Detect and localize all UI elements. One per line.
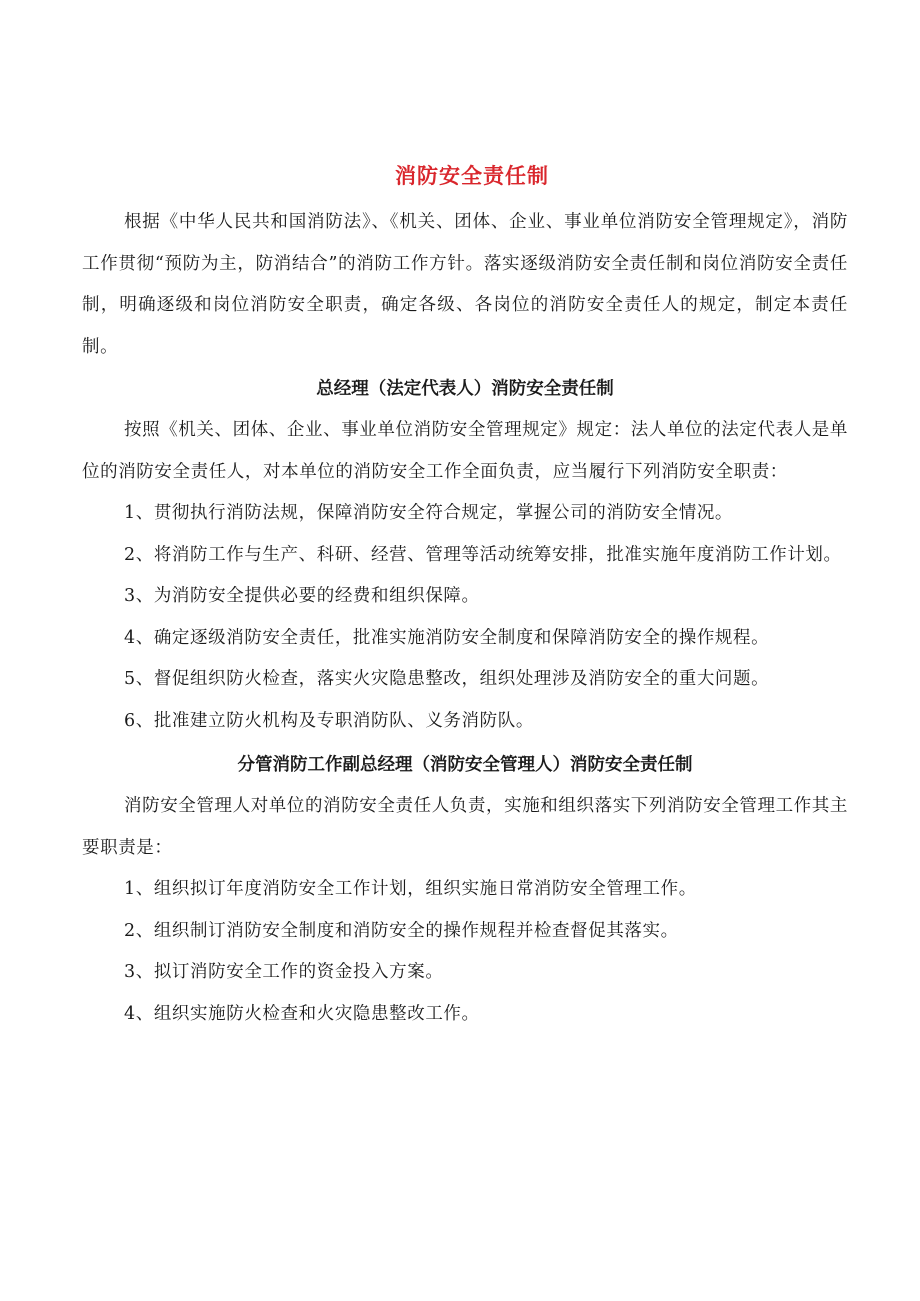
section2-item-1: 1、组织拟订年度消防安全工作计划，组织实施日常消防安全管理工作。 (124, 879, 697, 899)
section1-item-3: 3、为消防安全提供必要的经费和组织保障。 (124, 586, 480, 606)
section1-item-2: 2、将消防工作与生产、科研、经营、管理等活动统筹安排，批准实施年度消防工作计划。 (124, 544, 842, 565)
section2-heading: 分管消防工作副总经理（消防安全管理人）消防安全责任制 (237, 755, 693, 775)
section1-item-5: 5、督促组织防火检查，落实火灾隐患整改，组织处理涉及消防安全的重大问题。 (124, 669, 770, 689)
section2-intro: 消防安全管理人对单位的消防安全责任人负责，实施和组织落实下列消防安全管理工作其主要职责是： (82, 796, 848, 858)
section1-item-1: 1、贯彻执行消防法规，保障消防安全符合规定，掌握公司的消防安全情况。 (124, 503, 734, 523)
section2-item-2: 2、组织制订消防安全制度和消防安全的操作规程并检查督促其落实。 (124, 920, 679, 941)
section1-item-6: 6、批准建立防火机构及专职消防队、义务消防队。 (124, 710, 534, 731)
section2-item-3: 3、拟订消防安全工作的资金投入方案。 (124, 962, 444, 982)
section1-heading: 总经理（法定代表人）消防安全责任制 (316, 379, 614, 399)
section1-intro: 按照《机关、团体、企业、事业单位消防安全管理规定》规定：法人单位的法定代表人是单位的消防安全责任人，对本单位的消防安全工作全面负责，应当履行下列消防安全职责： (82, 420, 848, 482)
section2-item-4: 4、组织实施防火检查和火灾隐患整改工作。 (124, 1003, 480, 1024)
document-page (82, 150, 848, 1035)
section1-item-4: 4、确定逐级消防安全责任，批准实施消防安全制度和保障消防安全的操作规程。 (124, 627, 770, 648)
intro-paragraph: 根据《中华人民共和国消防法》、《机关、团体、企业、事业单位消防安全管理规定》，消防工作贯彻“预防为主，防消结合”的消防工作方针。落实逐级消防安全责任制和岗位消防安全责任制，明确逐级和岗位消防安全职责，确定各级、各岗位的消防安全责任人的规定，制定本责任制。 (82, 212, 848, 357)
document-title: 消防安全责任制 (395, 163, 549, 188)
